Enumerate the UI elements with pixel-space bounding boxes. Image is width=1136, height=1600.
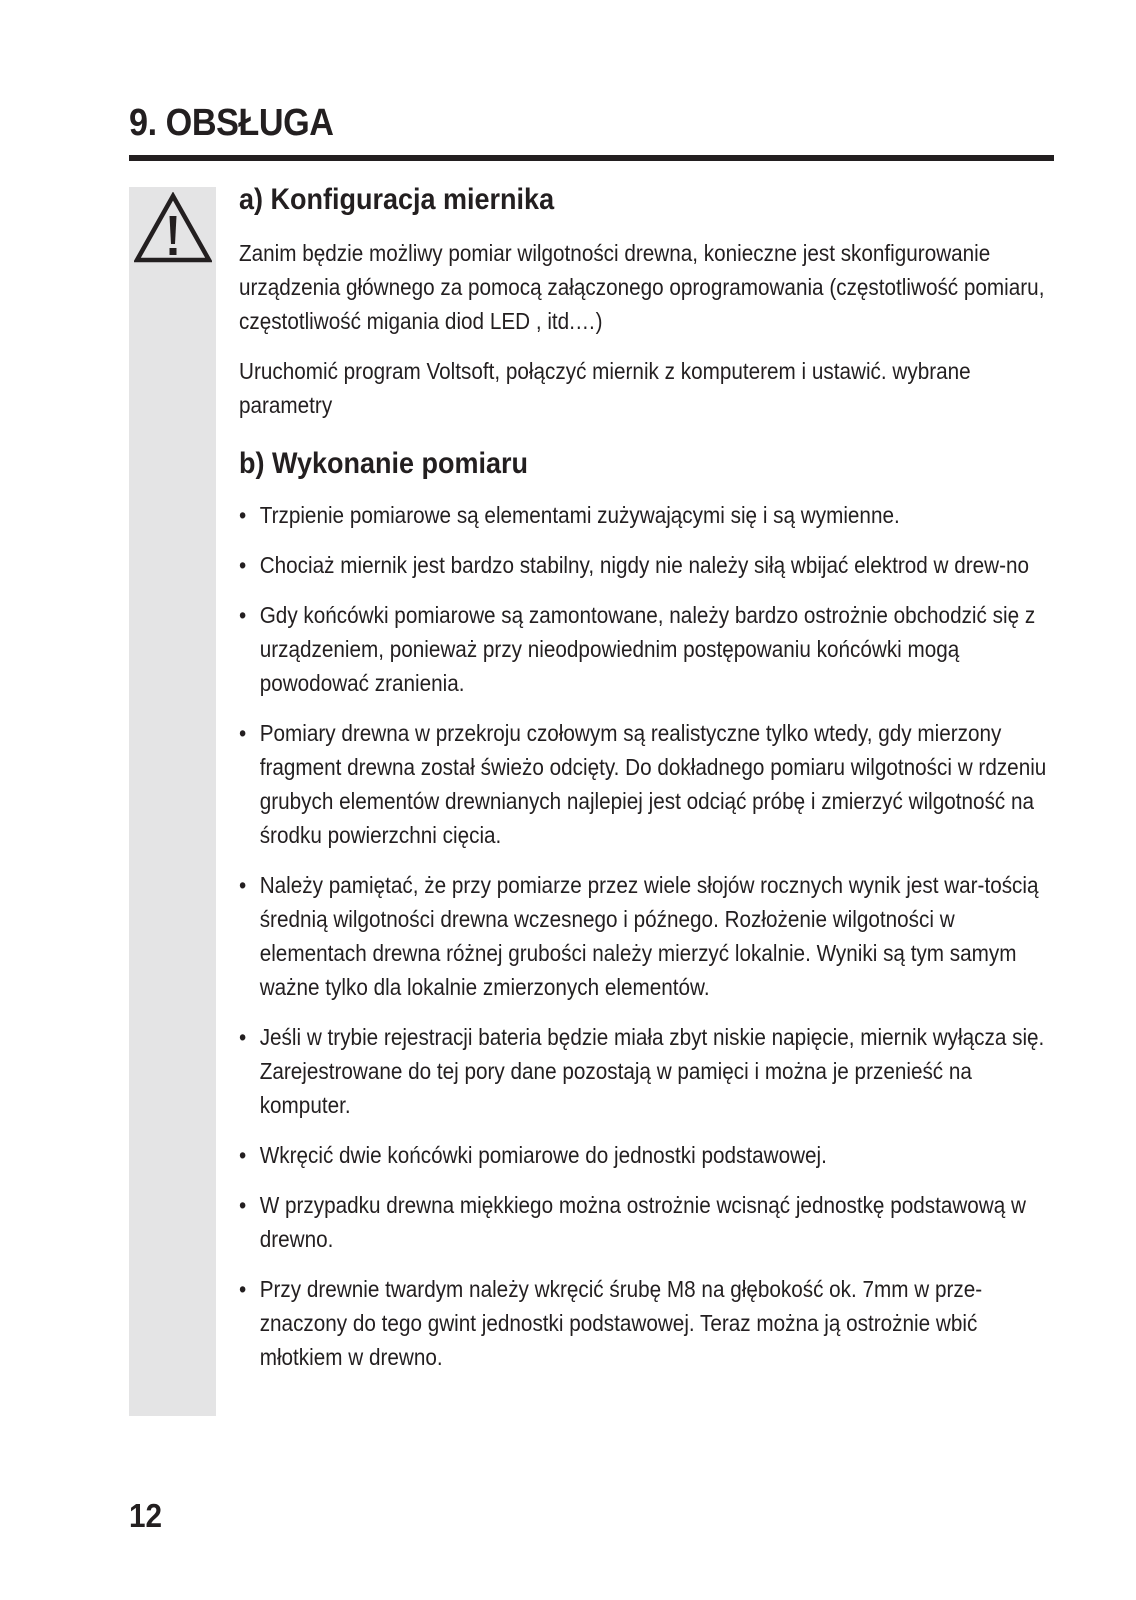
list-item-text: Przy drewnie twardym należy wkręcić śrubę M8 na głębokość ok. 7mm w prze-znaczony do tego gwint jednostki podstawowej. Teraz można ją ostrożnie wbić młotkiem w drewno. [259, 1276, 983, 1370]
list-item [239, 1138, 1052, 1172]
list-item [239, 1272, 1052, 1374]
page-number: 12 [129, 1497, 163, 1534]
list-item-text: Trzpienie pomiarowe są elementami zużywającymi się i są wymienne. [259, 502, 900, 528]
list-item [239, 498, 1052, 532]
bullet-mark: • [239, 1192, 247, 1218]
side-bar [129, 187, 216, 1416]
bullet-mark: • [239, 872, 247, 898]
list-item [239, 716, 1052, 852]
list-item [239, 548, 1052, 582]
list-item-text: W przypadku drewna miękkiego można ostrożnie wcisnąć jednostkę podstawową w drewno. [259, 1192, 1026, 1252]
list-item-text: Pomiary drewna w przekroju czołowym są realistyczne tylko wtedy, gdy mierzony fragment drewna został świeżo odcięty. Do dokładnego pomiaru wilgotności w rdzeniu grubych elementów drewnianych najlepiej jest odciąć próbę i zmierzyć wilgotność na środku powierzchni cięcia. [259, 720, 1047, 848]
list-item-text: Należy pamiętać, że przy pomiarze przez wiele słojów rocznych wynik jest war-tością średnią wilgotności drewna wczesnego i późnego. Rozłożenie wilgotności w elementach drewna różnej grubości należy mierzyć lokalnie. Wyniki są tym samym ważne tylko dla lokalnie zmierzonych elementów. [259, 872, 1039, 1000]
page-title: 9. OBSŁUGA [129, 102, 334, 144]
list-item-text: Gdy końcówki pomiarowe są zamontowane, należy bardzo ostrożnie obchodzić się z urządzeniem, ponieważ przy nieodpowiednim postępowaniu końcówki mogą powodować zranienia. [259, 602, 1036, 696]
list-item [239, 598, 1052, 700]
section-heading-configuration: a) Konfiguracja miernika [239, 183, 555, 216]
section-heading-measurement: b) Wykonanie pomiaru [239, 447, 529, 480]
bullet-mark: • [239, 552, 247, 578]
paragraph: Uruchomić program Voltsoft, połączyć miernik z komputerem i ustawić. wybrane parametry [239, 358, 971, 418]
content [239, 180, 1059, 1374]
bullet-mark: • [239, 1142, 247, 1168]
bullet-mark: • [239, 720, 247, 746]
list-item [239, 1188, 1052, 1256]
list-item-text: Wkręcić dwie końcówki pomiarowe do jednostki podstawowej. [259, 1142, 827, 1168]
list-item-text: Jeśli w trybie rejestracji bateria będzie miała zbyt niskie napięcie, miernik wyłącza się. Zarejestrowane do tej pory dane pozostają w pamięci i można je przenieść na komputer. [259, 1024, 1045, 1118]
paragraph: Zanim będzie możliwy pomiar wilgotności drewna, konieczne jest skonfigurowanie urządzenia głównego za pomocą załączonego oprogramowania (częstotliwość pomiaru, częstotliwość migania diod LED , itd.…) [239, 240, 1045, 334]
heading-rule [129, 155, 1054, 161]
bullet-mark: • [239, 1276, 247, 1302]
bullet-mark: • [239, 602, 247, 628]
bullet-list [239, 498, 1059, 1374]
list-item-text: Chociaż miernik jest bardzo stabilny, nigdy nie należy siłą wbijać elektrod w drew-no [259, 552, 1030, 578]
list-item [239, 868, 1052, 1004]
bullet-mark: • [239, 502, 247, 528]
warning-triangle-icon [134, 192, 212, 264]
bullet-mark: • [239, 1024, 247, 1050]
list-item [239, 1020, 1052, 1122]
